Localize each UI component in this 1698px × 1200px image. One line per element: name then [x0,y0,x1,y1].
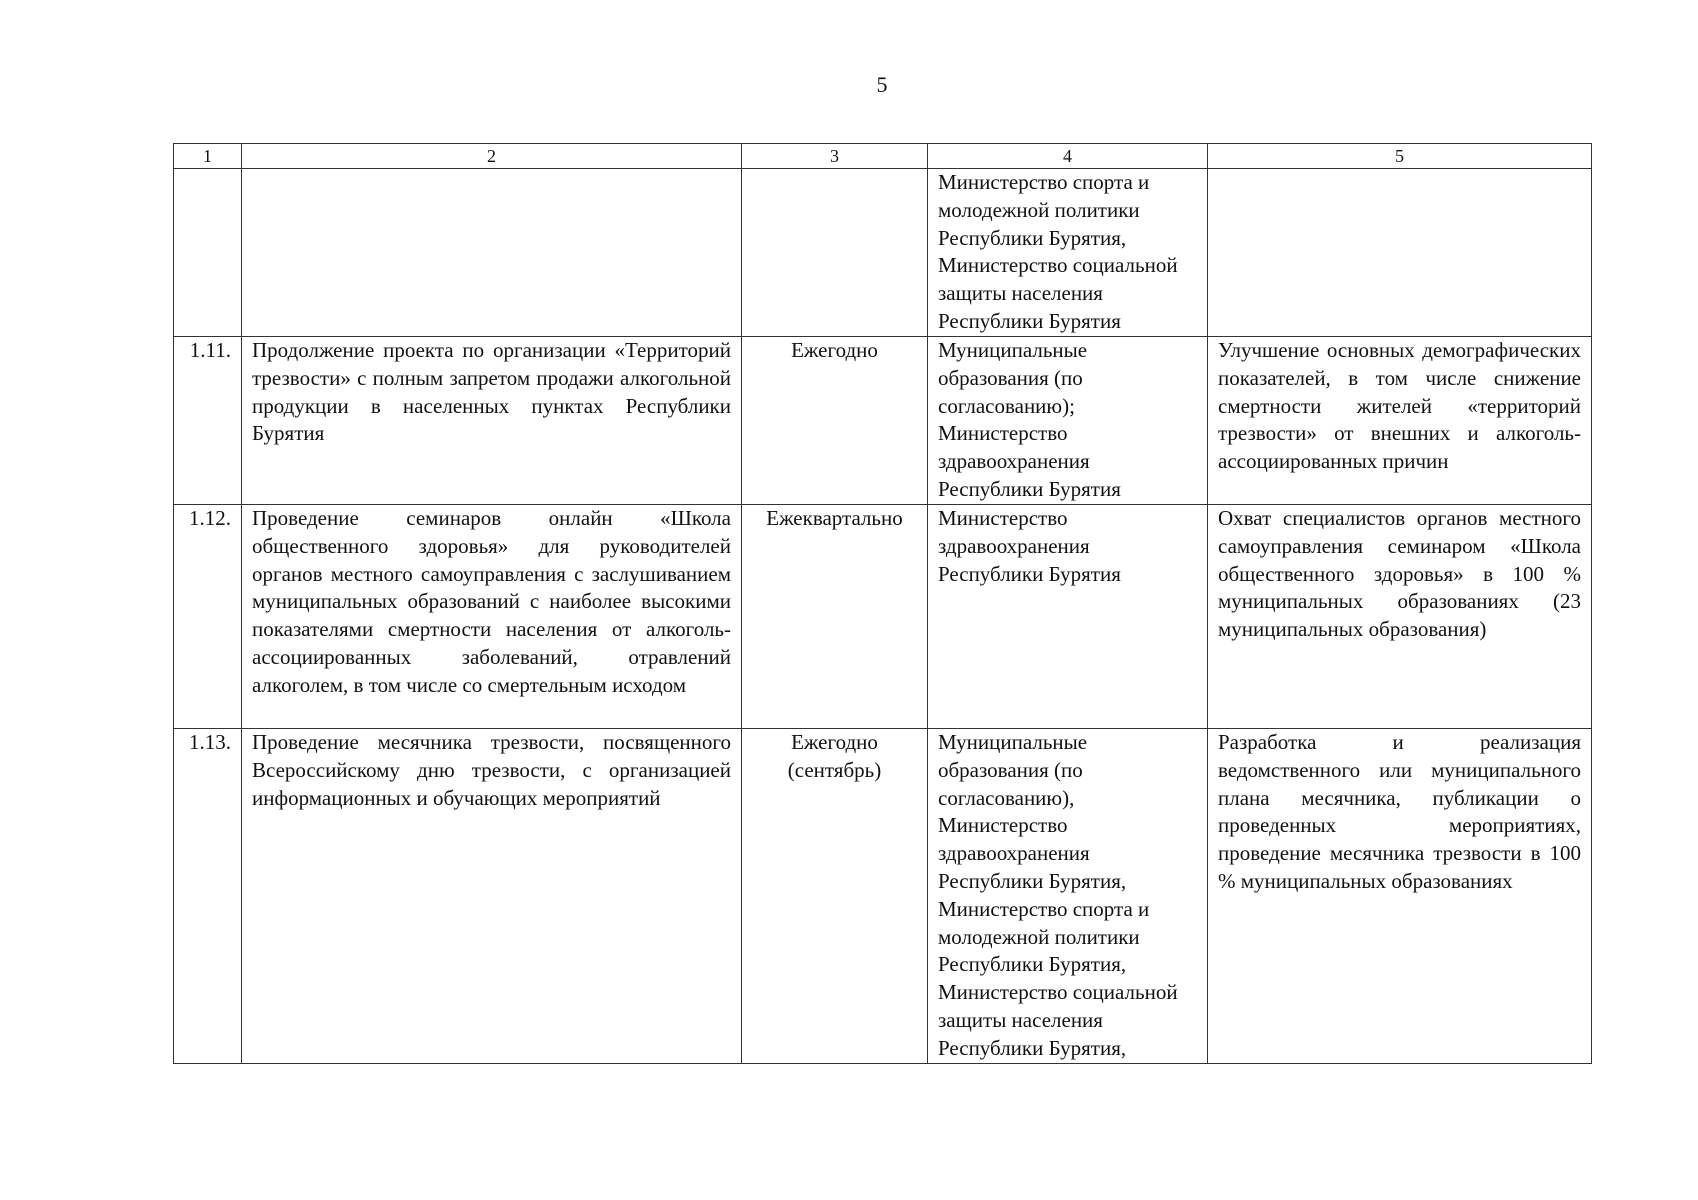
result-cell: Охват специалистов органов местного самоуправления семинаром «Школа общественного здоровья» в 100 % муниципальных образованиях (23 муниципальных образования) [1208,505,1592,729]
result-cell [1208,169,1592,337]
result-cell: Разработка и реализация ведомственного или муниципального плана месячника, публикации о проведенных мероприятиях, проведение месячника трезвости в 100 % муниципальных образованиях [1208,729,1592,1064]
term-cell: Ежеквартально [742,505,928,729]
column-number-row [174,144,1592,169]
executors-cell: Муниципальные образования (по согласованию); Министерство здравоохранения Республики Бурятия [928,337,1208,505]
result-cell: Улучшение основных демографических показателей, в том числе снижение смертности жителей «территорий трезвости» от внешних и алкоголь-ассоциированных причин [1208,337,1592,505]
row-number-cell: 1.11. [174,337,242,505]
activity-cell: Продолжение проекта по организации «Территорий трезвости» с полным запретом продажи алкогольной продукции в населенных пунктах Республики Бурятия [242,337,742,505]
plan-table [173,143,1592,1064]
table-row [174,337,1592,505]
column-number: 3 [742,144,928,169]
term-cell [742,169,928,337]
row-number-cell: 1.13. [174,729,242,1064]
executors-cell: Министерство здравоохранения Республики Бурятия [928,505,1208,729]
row-number-cell [174,169,242,337]
table-row [174,729,1592,1064]
activity-cell: Проведение месячника трезвости, посвященного Всероссийскому дню трезвости, с организацией информационных и обучающих мероприятий [242,729,742,1064]
executors-cell: Министерство спорта и молодежной политики Республики Бурятия, Министерство социальной защиты населения Республики Бурятия [928,169,1208,337]
row-number-cell: 1.12. [174,505,242,729]
table-row [174,169,1592,337]
term-cell: Ежегодно [742,337,928,505]
column-number: 2 [242,144,742,169]
column-number: 1 [174,144,242,169]
term-cell: Ежегодно (сентябрь) [742,729,928,1064]
column-number: 4 [928,144,1208,169]
table-row [174,505,1592,729]
column-number: 5 [1208,144,1592,169]
activity-cell: Проведение семинаров онлайн «Школа общественного здоровья» для руководителей органов местного самоуправления с заслушиванием муниципальных образований с наиболее высокими показателями смертности населения от алкоголь-ассоциированных заболеваний, отравлений алкоголем, в том числе со смертельным исходом [242,505,742,729]
page-number: 5 [876,72,888,97]
executors-cell: Муниципальные образования (по согласованию), Министерство здравоохранения Республики Бурятия, Министерство спорта и молодежной политики Республики Бурятия, Министерство социальной защиты населения Республики Бурятия, [928,729,1208,1064]
activity-cell [242,169,742,337]
